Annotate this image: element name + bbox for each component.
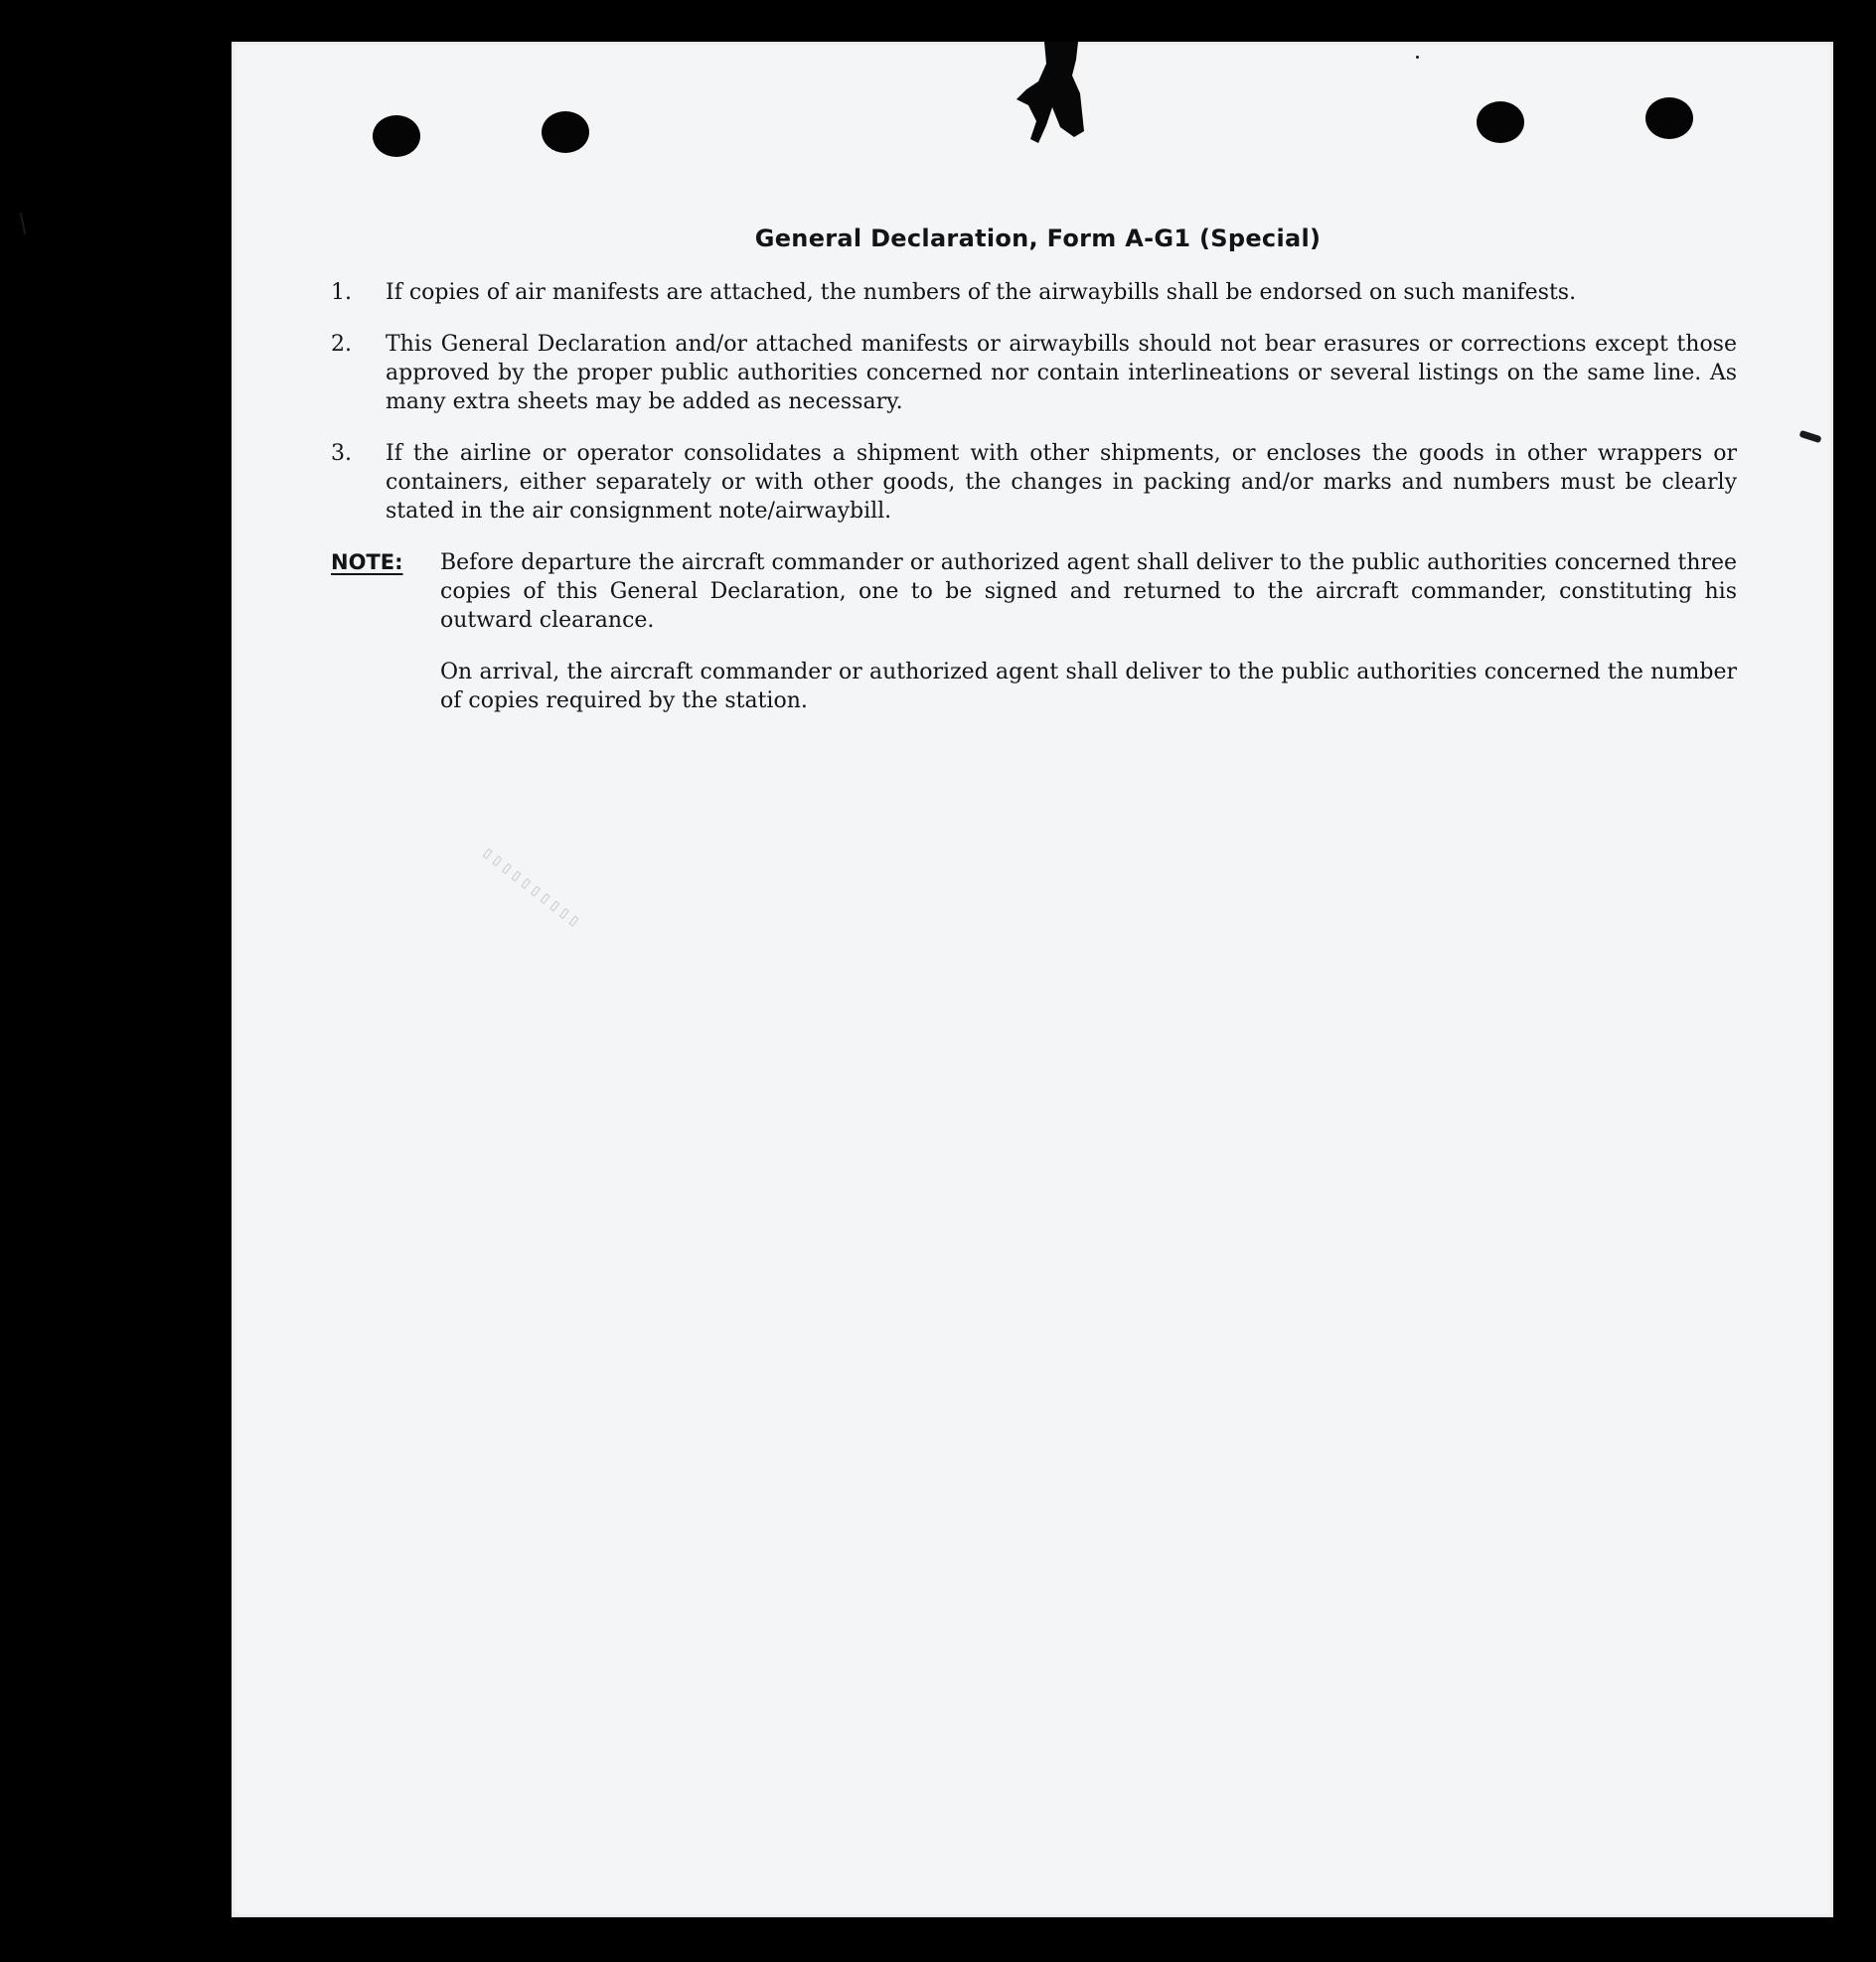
scan-speck [1798, 430, 1821, 443]
item-number: 3. [331, 441, 352, 466]
note-content [440, 548, 1737, 738]
item-number: 1. [331, 280, 352, 305]
torn-edge [1016, 42, 1086, 146]
note-block [331, 548, 1737, 738]
note-paragraph: Before departure the aircraft commander or authorized agent shall deliver to the public authorities concerned three copies of this General Declaration, one to be signed and returned to the aircraft commander, constituting his outward clearance. [440, 550, 1737, 633]
punch-hole [373, 115, 420, 157]
numbered-item [331, 330, 1737, 416]
punch-hole [542, 111, 589, 153]
numbered-item [331, 278, 1737, 307]
note-paragraph: On arrival, the aircraft commander or authorized agent shall deliver to the public authorities concerned the number of copies required by the station. [440, 660, 1737, 713]
document-body [331, 225, 1737, 738]
item-text: If the airline or operator consolidates a shipment with other shipments, or encloses the goods in other wrappers or containers, either separately or with other goods, the changes in packing and/or marks and numbers must be clearly stated in the air consignment note/airwaybill. [386, 441, 1737, 524]
note-label: NOTE: [331, 550, 403, 574]
document-title: General Declaration, Form A-G1 (Special) [754, 225, 1322, 252]
item-text: If copies of air manifests are attached, the numbers of the airwaybills shall be endorsed on such manifests. [386, 280, 1577, 305]
numbered-item [331, 439, 1737, 526]
faint-stamp-impression: ▯▯▯▯▯▯▯▯▯▯ [476, 840, 584, 932]
item-text: This General Declaration and/or attached manifests or airwaybills should not bear erasures or corrections except those approved by the proper public authorities concerned nor contain interlineations or several listings on the same line. As many extra sheets may be added as necessary. [386, 332, 1737, 414]
item-number: 2. [331, 332, 352, 357]
punch-hole [1645, 97, 1693, 139]
punch-hole [1477, 101, 1524, 143]
paper-sheet [232, 42, 1833, 1917]
scan-speck [1416, 56, 1419, 59]
